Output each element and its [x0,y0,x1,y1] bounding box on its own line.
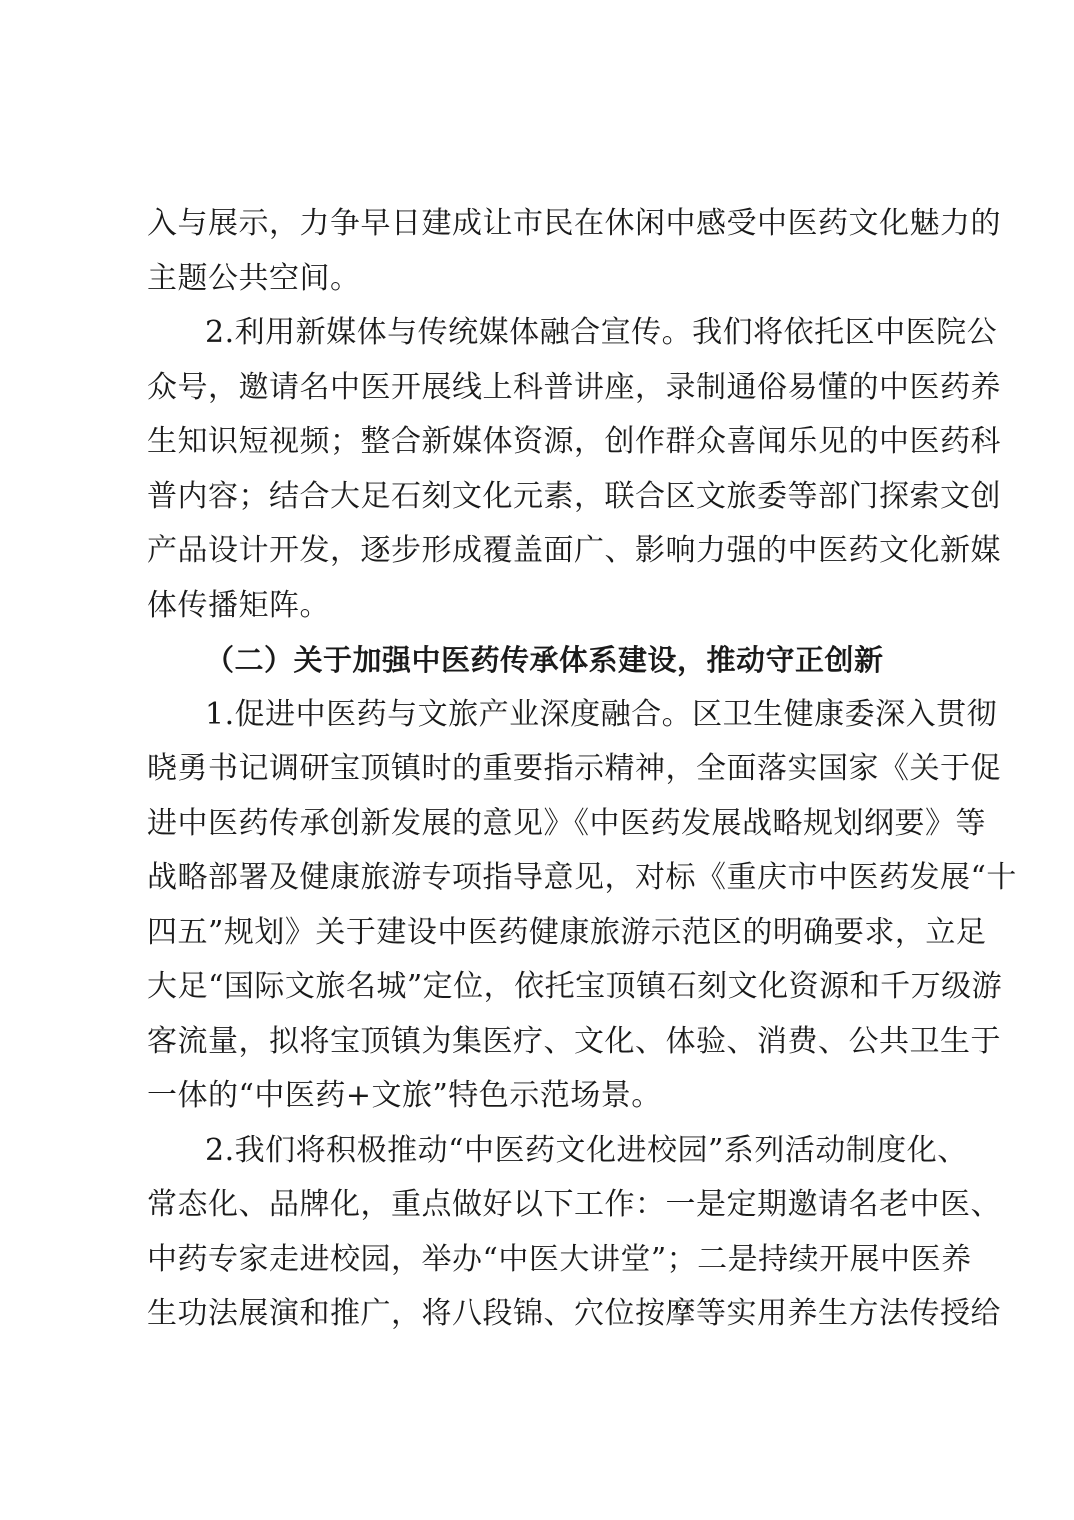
text-line: 大足“国际文旅名城”定位，依托宝顶镇石刻文化资源和千万级游 [147,969,1003,1004]
paragraph-continuation [147,197,1001,306]
text-line: 进中医药传承创新发展的意见》《中医药发展战略规划纲要》等 [147,805,986,841]
text-line: 普内容；结合大足石刻文化元素，联合区文旅委等部门探索文创 [147,478,1001,514]
text-line: 常态化、品牌化，重点做好以下工作：一是定期邀请名老中医、 [147,1187,1001,1222]
paragraph-tourism [147,688,1017,1124]
section-heading [147,633,947,688]
text-line: 产品设计开发，逐步形成覆盖面广、影响力强的中医药文化新媒 [147,533,1001,568]
document-body [147,197,1017,1342]
text-line: 生知识短视频；整合新媒体资源，创作群众喜闻乐见的中医药科 [147,424,1001,459]
text-line: 战略部署及健康旅游专项指导意见，对标《重庆市中医药发展“十 [147,860,1017,895]
text-line: 主题公共空间。 [147,260,361,296]
text-line: 2.我们将积极推动“中医药文化进校园”系列活动制度化、 [205,1132,968,1168]
text-line: 客流量，拟将宝顶镇为集医疗、文化、体验、消费、公共卫生于 [147,1023,1001,1059]
text-line: 四五”规划》关于建设中医药健康旅游示范区的明确要求，立足 [147,914,987,950]
text-line: 生功法展演和推广，将八段锦、穴位按摩等实用养生方法传授给 [147,1296,1001,1331]
text-line: 入与展示，力争早日建成让市民在休闲中感受中医药文化魅力的 [147,206,1001,241]
text-line: 2.利用新媒体与传统媒体融合宣传。我们将依托区中医院公 [205,315,998,350]
text-line: 晓勇书记调研宝顶镇时的重要指示精神，全面落实国家《关于促 [147,751,1001,786]
text-line: 众号，邀请名中医开展线上科普讲座，录制通俗易懂的中医药养 [147,369,1001,405]
heading-text: （二）关于加强中医药传承体系建设，推动守正创新 [205,643,884,677]
paragraph-campus [147,1124,1001,1342]
text-line: 一体的“中医药+文旅”特色示范场景。 [147,1078,662,1113]
paragraph-new-media [147,306,1001,633]
text-line: 中药专家走进校园，举办“中医大讲堂”；二是持续开展中医养 [147,1241,972,1277]
text-line: 体传播矩阵。 [147,587,330,623]
text-line: 1.促进中医药与文旅产业深度融合。区卫生健康委深入贯彻 [205,696,998,732]
